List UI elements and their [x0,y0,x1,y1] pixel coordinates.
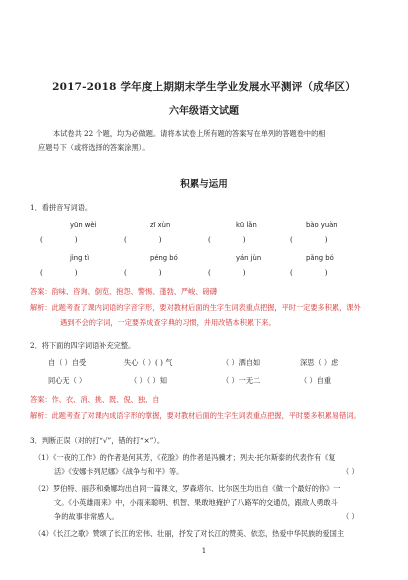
q2-idiom-6: （ ）（ ）知 [130,376,167,385]
page-number: 1 [201,547,207,555]
q2-prompt: 2．将下面的四字词语补充完整。 [30,341,136,350]
q1-blank-1: ( ) [40,235,78,244]
q3-item-2-line-1: （2）罗伯特、丽莎和桑娜均出自同一篇课文，罗森塔尔、比尔医生均出自《做一个最好的你》一 [34,484,341,493]
q2-analysis: 解析：此题考查了对课内成语字形的掌握，要对教材后面的生字生词表重点把握，平时要多积累易错词。 [30,411,361,420]
q3-item-2-line-3: 争的故事非常感人。 [54,512,119,521]
q2-idiom-5: 同心无（ ） [48,376,87,385]
q1-pinyin-1: yūn wèi [70,221,97,229]
q2-idiom-1: 自（ ）自受 [48,358,87,367]
q2-idiom-7: （ ）一无二 [222,376,261,385]
q1-pinyin-7: yán jùn [236,254,262,262]
intro-line-1: 本试卷共 22 个题，均为必做题。请将本试卷上所有题的答案写在单列的答题卷中的相 [53,129,326,138]
q1-blank-7: ( ) [208,268,246,277]
q1-answer: 答案：韵味、咨询、倒览、抱怨、警惕、蓬勃、严峻、磅礴 [30,287,217,296]
q2-idiom-8: （ ）自重 [300,376,332,385]
q1-prompt: 1．看拼音写词语。 [30,203,93,212]
q1-pinyin-2: zī xùn [150,221,171,229]
q1-analysis-line-1: 解析：此题考查了课内词语的字音字形，要对教材后面的生字生词表重点把握，平时一定要多积累，课外 [30,303,361,312]
q3-item-2-line-2: 文。《小英雄雨来》中，小雨来聪明、机智、果敢地掩护了八路军的交通员，跟敌人勇敢斗 [54,498,338,507]
section-title: 积累与运用 [180,179,228,190]
q1-blank-3: ( ) [208,235,246,244]
q3-prompt: 3．判断正误（对的打“√”，错的打“×”）。 [30,436,165,445]
q1-blank-2: ( ) [124,235,162,244]
q1-blank-8: ( ) [290,268,328,277]
q1-pinyin-8: pǎng bó [306,254,334,262]
q3-item-1-mark: （ ） [342,467,359,476]
q3-item-2-mark: （ ） [342,512,359,521]
intro-line-2: 应题号下（或将选择的答案涂黑）。 [38,143,150,152]
q1-pinyin-3: kū lǎn [236,221,257,229]
q3-item-1-line-1: （1）《一夜的工作》的作者是何其芳，《花脸》的作者是冯骥才；列夫·托尔斯泰的代表作有《复 [34,453,336,462]
q2-idiom-4: 深思（ ）虑 [300,358,339,367]
q1-pinyin-4: bào yuàn [306,221,338,229]
page-subtitle: 六年级语文试题 [169,106,239,117]
q1-pinyin-6: péng bó [150,254,178,262]
q1-blank-6: ( ) [124,268,162,277]
q3-item-4-line-1: （4）《长江之歌》赞颂了长江的宏伟、壮丽，抒发了对长江的赞美、依恋，热爱中华民族的爱国主 [34,529,345,538]
q2-idiom-3: （ ）洒自如 [222,358,261,367]
q3-item-1-line-2: 活》《安娜卡列尼娜》《战争与和平》等。 [54,467,184,476]
q1-blank-4: ( ) [290,235,328,244]
q1-analysis-line-2: 遇到不会的字词，一定要养成查字典的习惯，并用改错本积累下来。 [60,318,276,327]
q1-blank-5: ( ) [40,268,78,277]
q2-answer: 答案：作、衣、消、挑、既、倪、独、自 [30,395,160,404]
q2-idiom-2: 失心（ ）( ) 气 [124,358,173,367]
page-title: 2017-2018 学年度上期期末学生学业发展水平测评（成华区） [52,81,356,93]
q1-pinyin-5: jìng tì [70,254,90,262]
